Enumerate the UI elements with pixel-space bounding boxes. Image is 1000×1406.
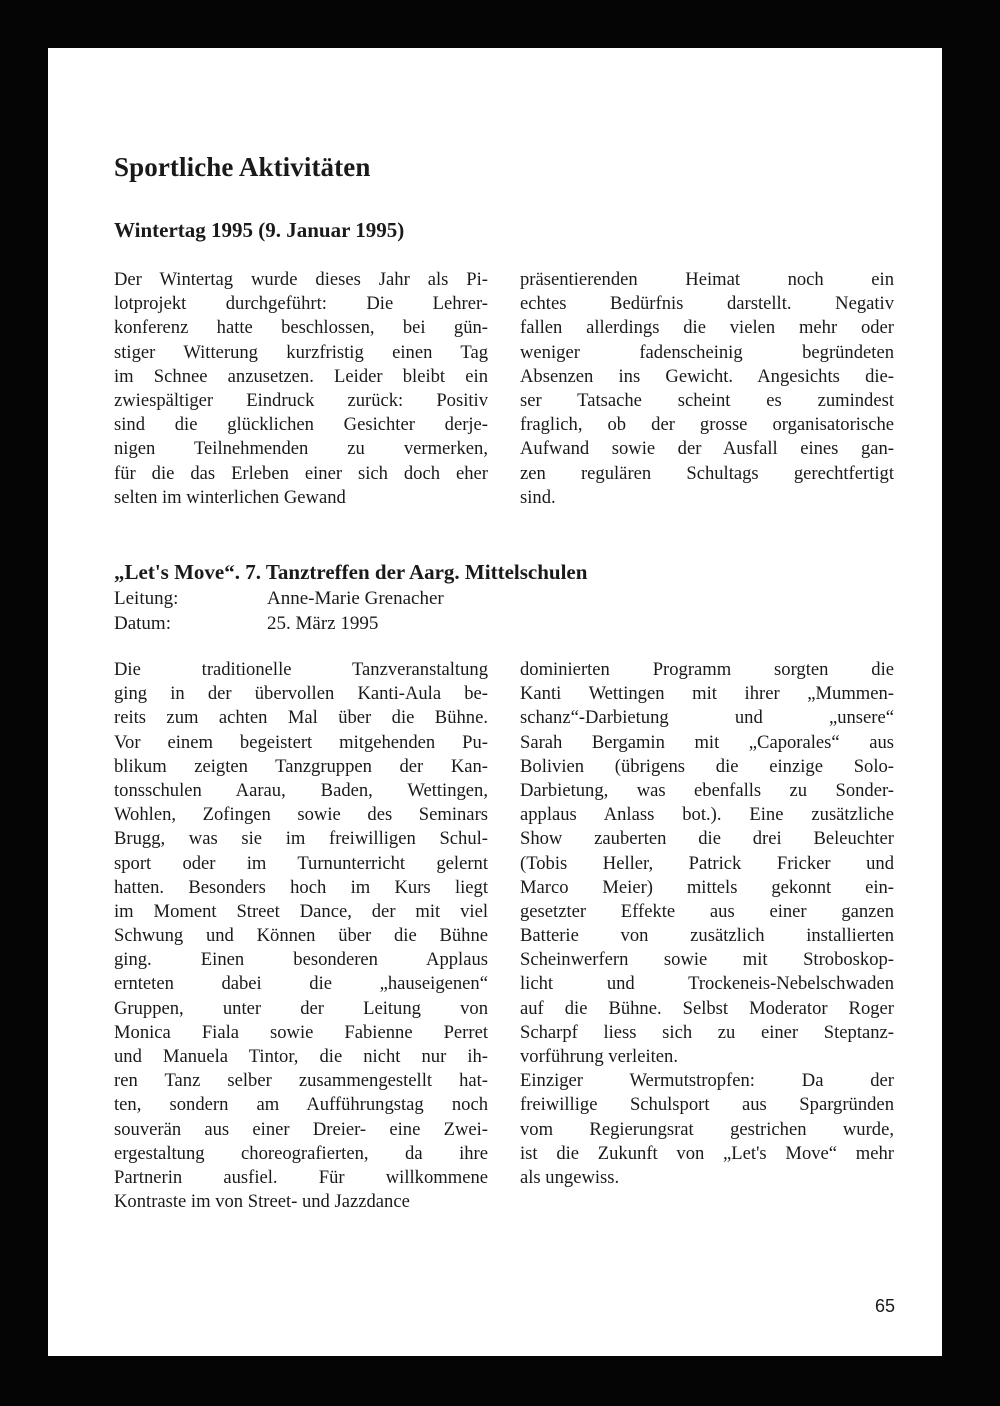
text-line: auf die Bühne. Selbst Moderator Roger [520,997,894,1019]
text-line: Sarah Bergamin mit „Caporales“ aus [520,731,894,753]
text-line: ist die Zukunft von „Let's Move“ mehr [520,1142,894,1164]
text-line: sind. [520,486,556,508]
wintertag-column-1 [114,268,488,510]
text-line: licht und Trockeneis-Nebelschwaden [520,973,894,995]
text-line: schanz“-Darbietung und „unsere“ [520,707,894,729]
lets-move-column-1 [114,658,488,1214]
text-line: weniger fadenscheinig begründeten [520,341,894,363]
text-line: dominierten Programm sorgten die [520,659,894,680]
text-line: ren Tanz selber zusammengestellt hat- [114,1070,488,1092]
text-line: (Tobis Heller, Patrick Fricker und [520,852,894,874]
text-line: tonsschulen Aarau, Baden, Wettingen, [114,779,488,801]
text-line: nigen Teilnehmenden zu vermerken, [114,438,488,460]
text-line: stiger Witterung kurzfristig einen Tag [114,341,488,363]
text-line: echtes Bedürfnis darstellt. Negativ [520,293,894,315]
text-line: fraglich, ob der grosse organisatorische [520,414,894,436]
text-line: im Schnee anzusetzen. Leider bleibt ein [114,365,488,387]
text-line: Vor einem begeistert mitgehenden Pu- [114,731,488,753]
text-line: Marco Meier) mittels gekonnt ein- [520,876,894,898]
text-line: und Manuela Tintor, die nicht nur ih- [114,1046,488,1067]
text-line: ging. Einen besonderen Applaus [114,949,488,971]
text-line: blikum zeigten Tanzgruppen der Kan- [114,755,488,777]
text-line: ernteten dabei die „hauseigenen“ [114,973,488,995]
text-line: zen regulären Schultags gerechtfertigt [520,462,894,484]
text-line: ser Tatsache scheint es zumindest [520,389,894,411]
section-heading-wintertag: Wintertag 1995 (9. Januar 1995) [114,218,405,242]
text-line: freiwillige Schulsport aus Spargründen [520,1094,894,1116]
text-line: souverän aus einer Dreier- eine Zwei- [114,1118,488,1140]
lets-move-column-2 [520,658,894,1190]
page-title: Sportliche Aktivitäten [114,152,371,182]
text-line: Kontraste im von Street- und Jazzdance [114,1191,410,1213]
meta-datum [114,613,378,635]
meta-value: Anne-Marie Grenacher [267,588,444,609]
text-line: Aufwand sowie der Ausfall eines gan- [520,438,894,460]
document-page [48,48,942,1356]
text-line: Gruppen, unter der Leitung von [114,997,488,1019]
meta-value: 25. März 1995 [267,613,379,634]
text-line: Batterie von zusätzlich installierten [520,925,894,947]
text-line: sport oder im Turnunterricht gelernt [114,852,488,874]
text-line: Kanti Wettingen mit ihrer „Mummen- [520,683,894,705]
text-line: Absenzen ins Gewicht. Angesichts die- [520,365,894,387]
text-line: Wohlen, Zofingen sowie des Seminars [114,804,488,826]
text-line: konferenz hatte beschlossen, bei gün- [114,317,488,339]
text-line: lotprojekt durchgeführt: Die Lehrer- [114,293,488,315]
text-line: Monica Fiala sowie Fabienne Perret [114,1021,488,1043]
text-line: Darbietung, was ebenfalls zu Sonder- [520,779,894,801]
text-line: zwiespältiger Eindruck zurück: Positiv [114,389,488,411]
text-line: als ungewiss. [520,1166,620,1188]
text-line: sind die glücklichen Gesichter derje- [114,414,488,436]
text-line: ging in der übervollen Kanti-Aula be- [114,683,488,705]
wintertag-column-2 [520,268,894,510]
meta-label: Leitung: [114,588,179,609]
text-line: vorführung verleiten. [520,1046,678,1067]
text-line: applaus Anlass bot.). Eine zusätzliche [520,804,894,826]
text-line: Partnerin ausfiel. Für willkommene [114,1166,488,1188]
meta-label: Datum: [114,613,171,634]
text-line: Scheinwerfern sowie mit Stroboskop- [520,949,894,971]
text-line: Schwung und Können über die Bühne [114,925,488,947]
text-line: Scharpf liess sich zu einer Steptanz- [520,1021,894,1043]
section-heading-lets-move: „Let's Move“. 7. Tanztreffen der Aarg. Mittelschulen [114,560,588,584]
text-line: Brugg, was sie im freiwilligen Schul- [114,828,488,850]
text-line: Der Wintertag wurde dieses Jahr als Pi- [114,269,488,290]
text-line: vom Regierungsrat gestrichen wurde, [520,1118,894,1140]
page-number: 65 [874,1296,895,1316]
text-line: selten im winterlichen Gewand [114,486,346,508]
meta-leitung [114,588,444,610]
text-line: gesetzter Effekte aus einer ganzen [520,900,894,922]
text-line: Die traditionelle Tanzveranstaltung [114,659,488,680]
text-line: ergestaltung choreografierten, da ihre [114,1142,488,1164]
text-line: im Moment Street Dance, der mit viel [114,900,488,922]
text-line: Einziger Wermutstropfen: Da der [520,1070,894,1092]
text-line: reits zum achten Mal über die Bühne. [114,707,488,729]
text-line: Show zauberten die drei Beleuchter [520,828,894,850]
text-line: für die das Erleben einer sich doch eher [114,462,488,484]
text-line: fallen allerdings die vielen mehr oder [520,317,894,339]
text-line: ten, sondern am Aufführungstag noch [114,1094,488,1116]
text-line: präsentierenden Heimat noch ein [520,269,894,290]
text-line: hatten. Besonders hoch im Kurs liegt [114,876,488,898]
text-line: Bolivien (übrigens die einzige Solo- [520,755,894,777]
